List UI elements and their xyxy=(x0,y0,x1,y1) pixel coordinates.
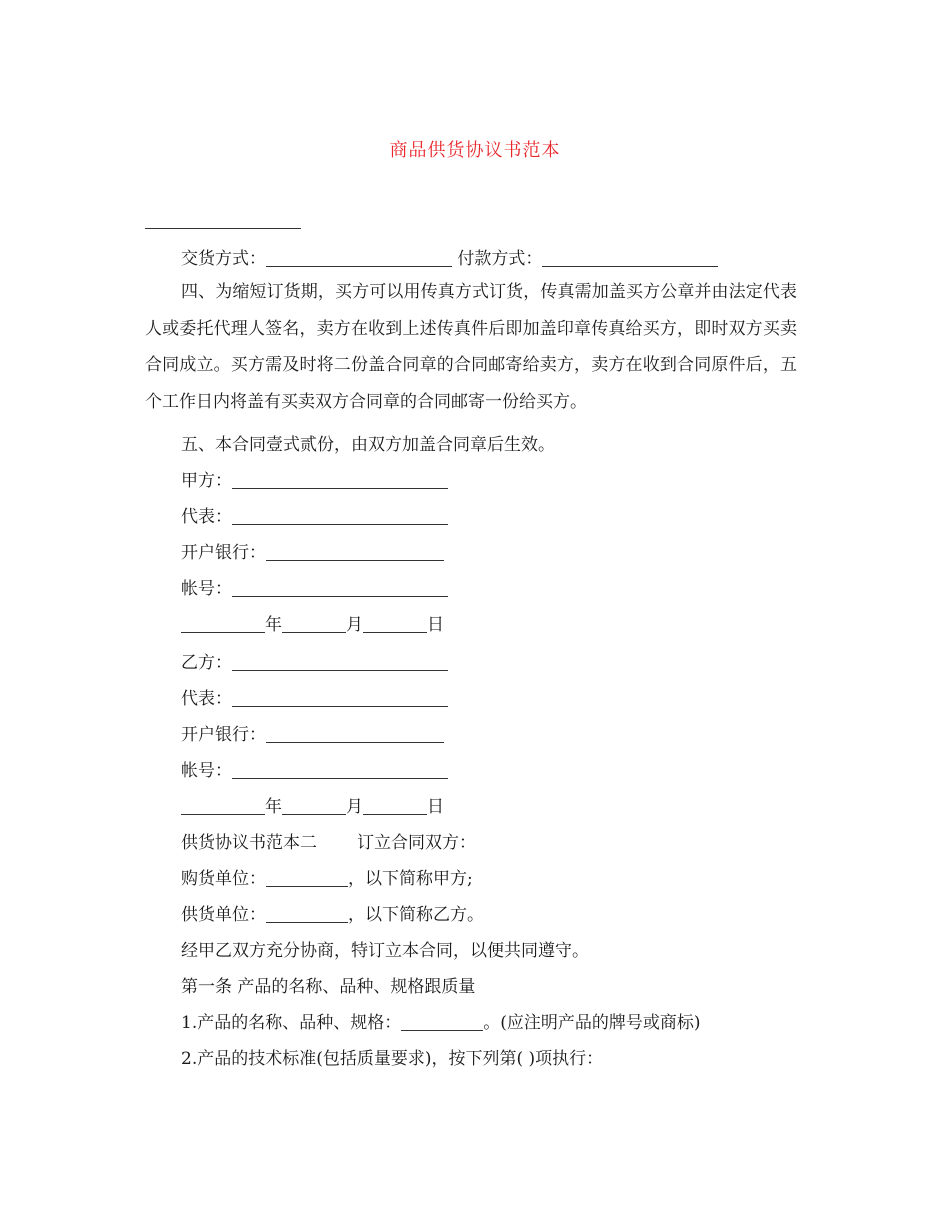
buyer-blank xyxy=(266,868,348,887)
payment-blank xyxy=(542,248,718,267)
buyer-line xyxy=(181,864,473,889)
party-b-bank-line xyxy=(181,720,444,745)
parties-label: 订立合同双方： xyxy=(357,833,476,853)
party-b-bank-label: 开户银行： xyxy=(181,725,266,745)
party-a-day-blank xyxy=(363,614,427,633)
party-b-bank-blank xyxy=(266,724,444,743)
sample2-title: 供货协议书范本二 xyxy=(181,833,317,853)
party-b-account-blank xyxy=(232,760,448,779)
party-a-month-label: 月 xyxy=(346,615,363,635)
payment-label: 付款方式： xyxy=(457,249,543,269)
top-rule xyxy=(145,228,301,229)
seller-line xyxy=(181,900,484,925)
party-a-bank-blank xyxy=(266,542,444,561)
party-a-bank-label: 开户银行： xyxy=(181,543,266,563)
seller-label: 供货单位： xyxy=(181,905,266,925)
buyer-label: 购货单位： xyxy=(181,869,266,889)
party-a-line xyxy=(181,466,448,491)
party-b-label: 乙方： xyxy=(181,653,232,673)
party-a-blank xyxy=(232,470,448,489)
buyer-suffix: ，以下简称甲方; xyxy=(348,869,473,889)
party-a-rep-blank xyxy=(232,506,448,525)
item-1-suffix: 。(应注明产品的牌号或商标) xyxy=(483,1013,701,1033)
party-a-day-label: 日 xyxy=(427,615,444,635)
party-b-blank xyxy=(232,652,448,671)
document-title: 商品供货协议书范本 xyxy=(389,140,561,161)
article-1: 第一条 产品的名称、品种、规格跟质量 xyxy=(181,977,476,997)
clause-5: 五、本合同壹式贰份，由双方加盖合同章后生效。 xyxy=(181,435,555,455)
party-b-rep-blank xyxy=(232,688,448,707)
item-1-blank xyxy=(401,1012,483,1031)
delivery-payment-line xyxy=(181,244,718,269)
party-b-month-blank xyxy=(282,796,346,815)
party-a-rep-label: 代表： xyxy=(181,507,232,527)
party-b-rep-line xyxy=(181,684,448,709)
delivery-label: 交货方式： xyxy=(181,249,266,269)
party-a-bank-line xyxy=(181,538,444,563)
party-a-year-blank xyxy=(181,614,265,633)
seller-blank xyxy=(266,904,348,923)
party-b-account-label: 帐号： xyxy=(181,761,232,781)
party-b-day-label: 日 xyxy=(427,797,444,817)
item-2: 2.产品的技术标准(包括质量要求)，按下列第( )项执行： xyxy=(181,1049,604,1069)
party-b-rep-label: 代表： xyxy=(181,689,232,709)
item-1-line xyxy=(181,1008,701,1033)
clause-4: 四、为缩短订货期，买方可以用传真方式订货，传真需加盖买方公章并由法定代表人或委托代理人签名，卖方在收到上述传真件后即加盖印章传真给买方，即时双方买卖合同成立。买方需及时将二份盖合同章的合同邮寄给卖方，卖方在收到合同原件后，五个工作日内将盖有买卖双方合同章的合同邮寄一份给买方。 xyxy=(145,282,797,413)
party-a-rep-line xyxy=(181,502,448,527)
party-a-year-label: 年 xyxy=(265,615,282,635)
party-b-date-line xyxy=(181,792,444,817)
party-a-account-label: 帐号： xyxy=(181,579,232,599)
party-b-day-blank xyxy=(363,796,427,815)
party-a-account-line xyxy=(181,574,448,599)
sample2-heading-line xyxy=(181,828,476,853)
party-a-account-blank xyxy=(232,578,448,597)
seller-suffix: ，以下简称乙方。 xyxy=(348,905,484,925)
party-a-label: 甲方： xyxy=(181,471,232,491)
party-a-date-line xyxy=(181,610,444,635)
party-b-year-blank xyxy=(181,796,265,815)
party-b-line xyxy=(181,648,448,673)
agreement-line: 经甲乙双方充分协商，特订立本合同，以便共同遵守。 xyxy=(181,941,589,961)
party-a-month-blank xyxy=(282,614,346,633)
party-b-month-label: 月 xyxy=(346,797,363,817)
party-b-year-label: 年 xyxy=(265,797,282,817)
delivery-blank xyxy=(266,248,452,267)
party-b-account-line xyxy=(181,756,448,781)
item-1-prefix: 1.产品的名称、品种、规格： xyxy=(181,1013,402,1033)
